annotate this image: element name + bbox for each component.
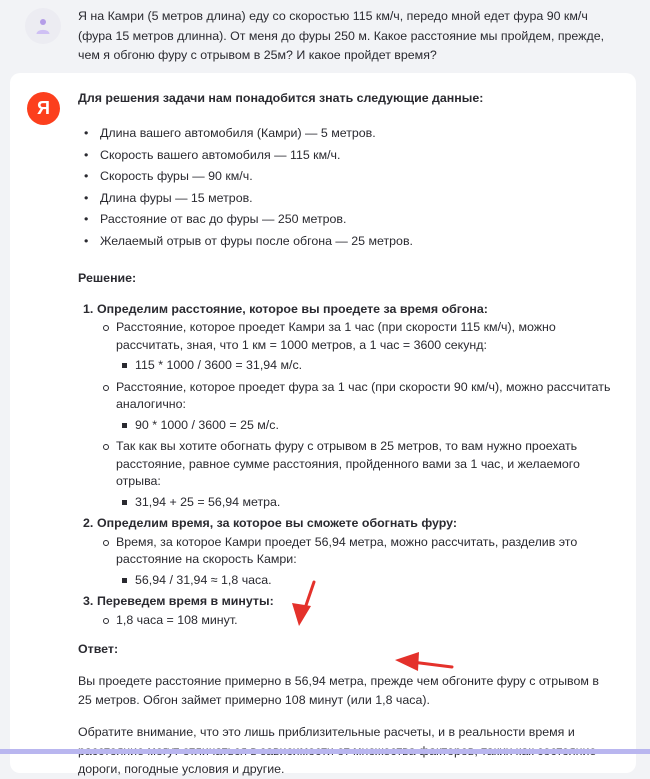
step-sublist [97, 612, 613, 630]
step-subitem [97, 379, 613, 435]
calc-item: 31,94 + 25 = 56,94 метра. [116, 494, 613, 512]
calc-list [116, 357, 613, 375]
step-sublist [97, 534, 613, 590]
calc-item: 90 * 1000 / 3600 = 25 м/с. [116, 417, 613, 435]
user-icon [34, 16, 52, 36]
solution-steps [78, 301, 613, 630]
calc-list [116, 417, 613, 435]
yandex-logo: Я [27, 92, 60, 125]
subitem-text: Время, за которое Камри проедет 56,94 метра, можно рассчитать, разделив это расстояние на скорость Камри: [116, 534, 578, 567]
data-item: • Расстояние от вас до фуры — 250 метров. [78, 210, 613, 232]
data-item: • Длина фуры — 15 метров. [78, 189, 613, 211]
step-number: 1. [83, 301, 94, 316]
step-3 [78, 593, 613, 629]
step-subitem [97, 438, 613, 511]
data-item: • Скорость вашего автомобиля — 115 км/ч. [78, 146, 613, 168]
answer-text: Вы проедете расстояние примерно в 56,94 метра, прежде чем обгоните фуру с отрывом в 25 метров. Обгон займет примерно 108 минут (или 1,8 часа). [78, 674, 599, 707]
subitem-text: Расстояние, которое проедет Камри за 1 час (при скорости 115 км/ч), можно рассчитать, зная, что 1 км = 1000 метров, а 1 час = 3600 секунд: [116, 320, 556, 352]
solution-label: Решение: [78, 270, 137, 285]
step-title: Переведем время в минуты: [97, 594, 274, 609]
user-message [0, 0, 650, 70]
calc-list [116, 494, 613, 512]
step-subitem [97, 319, 613, 375]
calc-list [116, 572, 613, 590]
data-item: • Скорость фуры — 90 км/ч. [78, 167, 613, 189]
answer-label: Ответ: [78, 642, 119, 657]
intro-text: Для решения задачи нам понадобится знать следующие данные: [78, 91, 484, 105]
user-avatar [25, 8, 61, 44]
step-number: 2. [83, 516, 94, 531]
data-item: • Желаемый отрыв от фуры после обгона — 25 метров. [78, 232, 613, 254]
assistant-message-content [78, 89, 613, 779]
step-number: 3. [83, 594, 94, 609]
calc-item: 56,94 / 31,94 ≈ 1,8 часа. [116, 572, 613, 590]
input-bar-edge [0, 749, 650, 754]
step-sublist [97, 319, 613, 511]
subitem-text: Так как вы хотите обогнать фуру с отрывом в 25 метров, то вам нужно проехать расстояние, равное сумме расстояния, пройденного вами за 1 час, и желаемого отрыва: [116, 439, 580, 489]
data-list [78, 124, 613, 254]
user-message-text: Я на Камри (5 метров длина) еду со скоростью 115 км/ч, передо мной едет фура 90 км/ч (фура 15 метров длинна). От меня до фуры 250 м. Какое расстояние мы пройдем, прежде, чем я обгоню фуру с отрывом в 25м? И какое пройдет время? [78, 9, 605, 62]
step-subitem: 1,8 часа = 108 минут. [97, 612, 613, 630]
step-title: Определим расстояние, которое вы проедете за время обгона: [97, 301, 488, 316]
note-text: Обратите внимание, что это лишь приблизительные расчеты, и в реальности время и дороги, погодные условия и другие. [78, 725, 575, 777]
step-2 [78, 515, 613, 589]
assistant-message-card [10, 73, 636, 777]
step-1 [78, 301, 613, 512]
step-title: Определим время, за которое вы сможете обогнать фуру: [97, 516, 458, 531]
subitem-text: Расстояние, которое проедет фура за 1 час (при скорости 90 км/ч), можно рассчитать аналогично: [116, 379, 611, 412]
data-item: • Длина вашего автомобиля (Камри) — 5 метров. [78, 124, 613, 146]
calc-item: 115 * 1000 / 3600 = 31,94 м/с. [116, 357, 613, 375]
step-subitem [97, 534, 613, 590]
